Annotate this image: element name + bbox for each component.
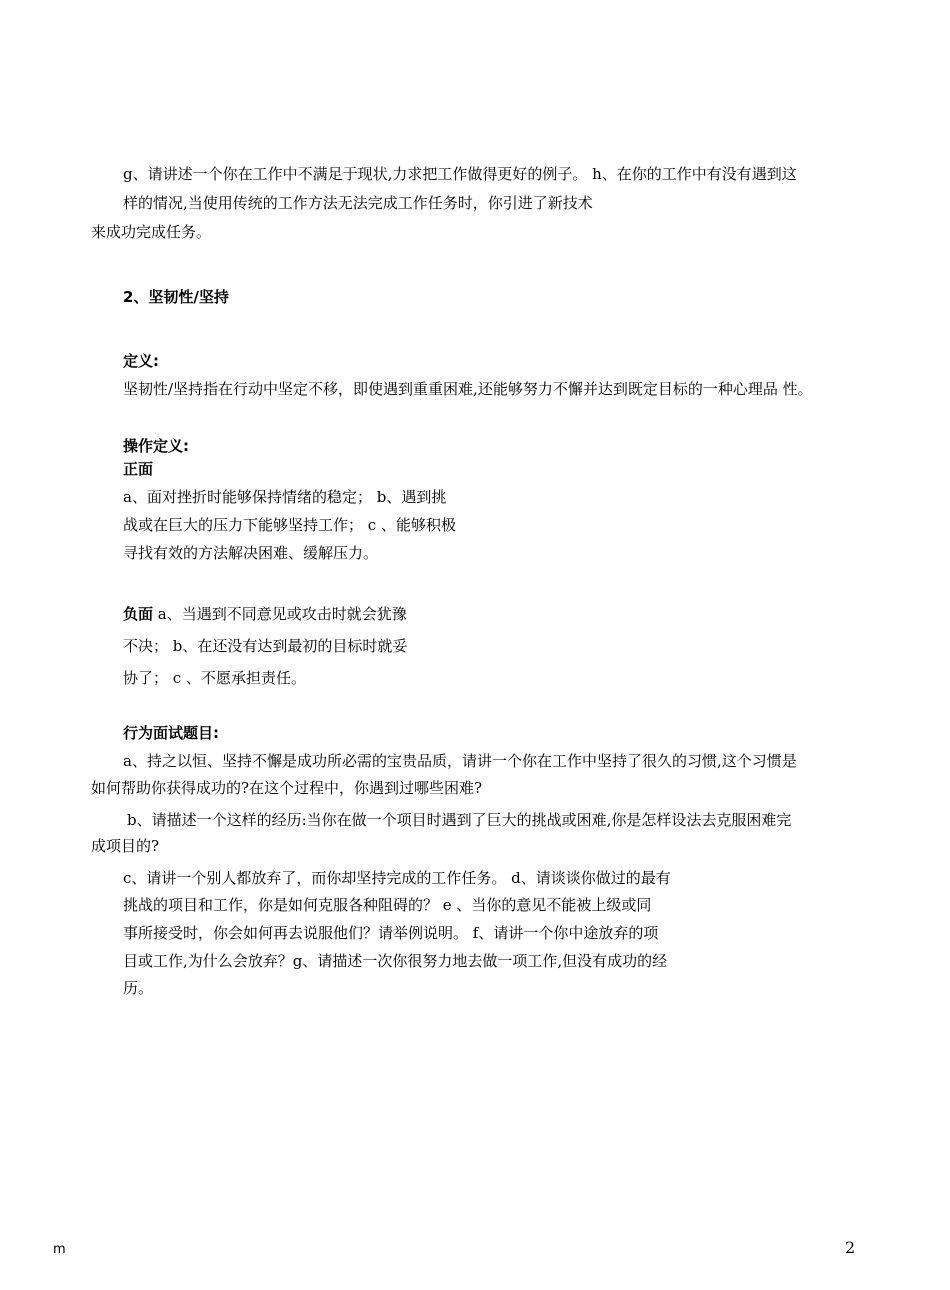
definition-text: 坚韧性/坚持指在行动中坚定不移，即使遇到重重困难,还能够努力不懈并达到既定目标的一种心理品 性。 [123,380,813,398]
question-line-6: 挑战的项目和工作，你是如何克服各种阻碍的？ e 、当你的意见不能被上级或同 [123,896,652,914]
page-number: 2 [845,1238,856,1257]
question-line-4: 成项目的? [91,837,160,855]
section-heading: 2、坚韧性/坚持 [123,288,229,306]
op-def-label: 操作定义: [123,437,189,455]
negative-line-1 [123,604,407,624]
question-line-5: c、请讲一个别人都放弃了，而你却坚持完成的工作任务。 d、请谈谈你做过的最有 [123,869,671,887]
question-line-3: b、请描述一个这样的经历:当你在做一个项目时遇到了巨大的挑战或困难,你是怎样设法去克服困难完 [127,811,792,829]
question-line-2: 如何帮助你获得成功的?在这个过程中，你遇到过哪些困难? [91,779,483,797]
positive-label: 正面 [123,460,154,478]
intro-line-1: g、请讲述一个你在工作中不满足于现状,力求把工作做得更好的例子。 h、在你的工作中有没有遇到这 [123,165,797,183]
negative-line-2: 不决； b、在还没有达到最初的目标时就妥 [123,637,408,655]
positive-line-2: 战或在巨大的压力下能够坚持工作； c 、能够积极 [123,516,456,534]
positive-line-3: 寻找有效的方法解决困难、缓解压力。 [123,544,379,562]
question-line-1: a、持之以恒、坚持不懈是成功所必需的宝贵品质，请讲一个你在工作中坚持了很久的习惯,这个习惯是 [123,752,797,770]
negative-text-1: a、当遇到不同意见或攻击时就会犹豫 [153,605,407,623]
intro-line-2: 样的情况,当使用传统的工作方法无法完成工作任务时，你引进了新技术 [123,194,593,212]
positive-line-1: a、面对挫折时能够保持情绪的稳定； b、遇到挑 [123,488,447,506]
footer-mark: m [53,1242,66,1257]
questions-label: 行为面试题目: [123,724,219,742]
question-line-9: 历。 [123,979,154,997]
negative-line-3: 协了； c 、不愿承担责任。 [123,669,306,687]
question-line-8: 目或工作,为什么会放弃？g、请描述一次你很努力地去做一项工作,但没有成功的经 [123,952,668,970]
negative-label: 负面 [123,605,154,623]
intro-line-3: 来成功完成任务。 [91,223,212,241]
question-line-7: 事所接受时，你会如何再去说服他们？请举例说明。 f、请讲一个你中途放弃的项 [123,924,659,942]
definition-label: 定义: [123,352,159,370]
